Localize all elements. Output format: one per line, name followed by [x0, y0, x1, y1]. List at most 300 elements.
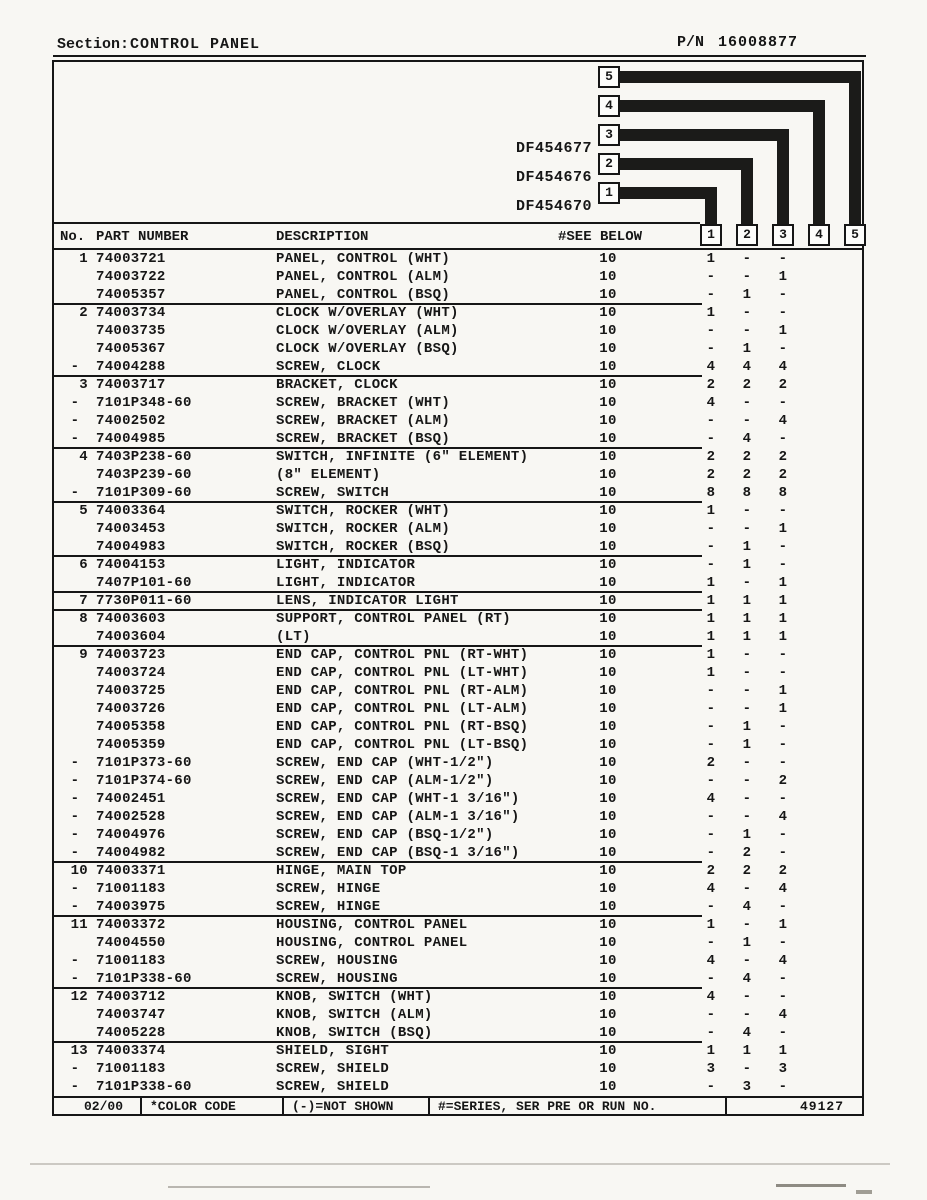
see-below-cell: 10	[599, 1025, 617, 1041]
row-number-cell	[54, 934, 88, 952]
description-cell: SCREW, END CAP (WHT-1/2")	[276, 755, 494, 771]
qty-col1-cell: 4	[706, 953, 716, 969]
qty-col3-cell: -	[778, 719, 788, 735]
table-row	[54, 934, 862, 952]
qty-col3-cell: -	[778, 1025, 788, 1041]
description-cell: CLOCK W/OVERLAY (ALM)	[276, 323, 459, 339]
table-row	[54, 952, 862, 970]
table-row	[54, 358, 862, 376]
parts-table-sheet	[52, 60, 864, 1116]
qty-col2-cell: 4	[742, 971, 752, 987]
qty-col2-cell: -	[742, 647, 752, 663]
diagram-path-2-vertical	[741, 158, 753, 224]
row-number-cell	[54, 718, 88, 736]
table-row	[54, 1024, 862, 1042]
diagram-row-box-5: 5	[598, 66, 620, 88]
diagram-row-box-2: 2	[598, 153, 620, 175]
part-number-cell: 74004985	[96, 431, 166, 447]
part-number-cell: 74004983	[96, 539, 166, 555]
part-number-cell: 74004976	[96, 827, 166, 843]
see-below-cell: 10	[599, 1061, 617, 1077]
part-number-cell: 74003374	[96, 1043, 166, 1059]
diagram-path-3-vertical	[777, 129, 789, 224]
see-below-cell: 10	[599, 737, 617, 753]
row-number-cell: -	[70, 827, 88, 843]
header-rule	[53, 55, 866, 57]
qty-col3-cell: -	[778, 845, 788, 861]
part-number-cell: 7403P238-60	[96, 449, 192, 465]
part-number-cell: 74003717	[96, 377, 166, 393]
part-number-cell: 74003453	[96, 521, 166, 537]
description-cell: HOUSING, CONTROL PANEL	[276, 935, 468, 951]
column-header-box-2: 2	[736, 224, 758, 246]
row-number-cell: 6	[79, 557, 88, 573]
footer-divider	[428, 1098, 430, 1114]
row-number-cell: -	[70, 1079, 88, 1095]
qty-col2-cell: -	[742, 1007, 752, 1023]
description-cell: END CAP, CONTROL PNL (LT-WHT)	[276, 665, 529, 681]
row-number-cell: -	[70, 809, 88, 825]
qty-col1-cell: 1	[706, 611, 716, 627]
part-number-cell: 74003364	[96, 503, 166, 519]
description-cell: (LT)	[276, 629, 311, 645]
qty-col1-cell: -	[706, 323, 716, 339]
qty-col1-cell: 4	[706, 989, 716, 1005]
parts-table-body	[54, 250, 862, 1096]
qty-col2-cell: 1	[742, 827, 752, 843]
table-row	[54, 502, 862, 520]
part-number-cell: 74003603	[96, 611, 166, 627]
qty-col3-cell: 1	[778, 521, 788, 537]
qty-col1-cell: 4	[706, 791, 716, 807]
table-row	[54, 520, 862, 538]
qty-col3-cell: -	[778, 971, 788, 987]
qty-col1-cell: -	[706, 809, 716, 825]
part-number-cell: 74003371	[96, 863, 166, 879]
table-row	[54, 754, 862, 772]
table-row	[54, 898, 862, 916]
qty-col3-cell: -	[778, 755, 788, 771]
table-row	[54, 628, 862, 646]
part-number-cell: 71001183	[96, 953, 166, 969]
qty-col1-cell: -	[706, 773, 716, 789]
qty-col3-cell: -	[778, 503, 788, 519]
part-number-cell: 74003722	[96, 269, 166, 285]
see-below-cell: 10	[599, 449, 617, 465]
qty-col1-cell: 4	[706, 881, 716, 897]
qty-col3-cell: 1	[778, 1043, 788, 1059]
qty-col1-cell: -	[706, 935, 716, 951]
row-number-cell: -	[70, 755, 88, 771]
qty-col3-cell: 1	[778, 701, 788, 717]
qty-col3-cell: 1	[778, 593, 788, 609]
description-cell: PANEL, CONTROL (BSQ)	[276, 287, 451, 303]
table-row	[54, 718, 862, 736]
description-cell: SCREW, BRACKET (WHT)	[276, 395, 451, 411]
row-number-cell: -	[70, 359, 88, 375]
qty-col3-cell: -	[778, 935, 788, 951]
description-cell: SUPPORT, CONTROL PANEL (RT)	[276, 611, 511, 627]
description-cell: SWITCH, INFINITE (6" ELEMENT)	[276, 449, 529, 465]
table-row	[54, 268, 862, 286]
qty-col3-cell: -	[778, 665, 788, 681]
row-number-cell: -	[70, 971, 88, 987]
see-below-cell: 10	[599, 503, 617, 519]
qty-col2-cell: 1	[742, 935, 752, 951]
see-below-cell: 10	[599, 413, 617, 429]
qty-col2-cell: 1	[742, 719, 752, 735]
description-cell: LENS, INDICATOR LIGHT	[276, 593, 459, 609]
qty-col3-cell: -	[778, 557, 788, 573]
qty-col2-cell: -	[742, 809, 752, 825]
qty-col2-cell: 4	[742, 899, 752, 915]
part-number-cell: 7101P348-60	[96, 395, 192, 411]
qty-col3-cell: 4	[778, 809, 788, 825]
qty-col2-cell: 2	[742, 467, 752, 483]
qty-col2-cell: 1	[742, 629, 752, 645]
qty-col2-cell: 8	[742, 485, 752, 501]
section-label: Section:	[57, 36, 130, 53]
table-row	[54, 808, 862, 826]
see-below-cell: 10	[599, 395, 617, 411]
description-cell: SCREW, END CAP (ALM-1 3/16")	[276, 809, 520, 825]
qty-col1-cell: 2	[706, 449, 716, 465]
scan-artifact	[776, 1184, 846, 1187]
diagram-path-1-vertical	[705, 187, 717, 224]
see-below-cell: 10	[599, 521, 617, 537]
table-row	[54, 700, 862, 718]
description-cell: SCREW, CLOCK	[276, 359, 381, 375]
part-number-cell: 74003723	[96, 647, 166, 663]
table-row	[54, 1006, 862, 1024]
description-cell: (8" ELEMENT)	[276, 467, 381, 483]
qty-col1-cell: 1	[706, 647, 716, 663]
qty-col3-cell: 2	[778, 863, 788, 879]
description-cell: HINGE, MAIN TOP	[276, 863, 407, 879]
table-row	[54, 592, 862, 610]
qty-col2-cell: -	[742, 1061, 752, 1077]
table-row	[54, 844, 862, 862]
qty-col1-cell: -	[706, 1007, 716, 1023]
qty-col3-cell: 3	[778, 1061, 788, 1077]
table-row	[54, 340, 862, 358]
qty-col3-cell: 4	[778, 881, 788, 897]
model-number-df454670: DF454670	[515, 198, 592, 215]
row-number-cell	[54, 268, 88, 286]
qty-col2-cell: 3	[742, 1079, 752, 1095]
qty-col3-cell: -	[778, 989, 788, 1005]
see-below-cell: 10	[599, 557, 617, 573]
column-header-no: No.	[60, 229, 86, 245]
qty-col2-cell: -	[742, 305, 752, 321]
see-below-cell: 10	[599, 287, 617, 303]
row-number-cell: -	[70, 413, 88, 429]
qty-col2-cell: 2	[742, 863, 752, 879]
qty-col3-cell: 1	[778, 323, 788, 339]
qty-col1-cell: -	[706, 521, 716, 537]
qty-col2-cell: 2	[742, 449, 752, 465]
see-below-cell: 10	[599, 485, 617, 501]
qty-col1-cell: 1	[706, 1043, 716, 1059]
qty-col2-cell: 1	[742, 611, 752, 627]
see-below-cell: 10	[599, 773, 617, 789]
qty-col2-cell: -	[742, 989, 752, 1005]
qty-col2-cell: 4	[742, 1025, 752, 1041]
part-number-cell: 7407P101-60	[96, 575, 192, 591]
table-row	[54, 772, 862, 790]
description-cell: SCREW, BRACKET (BSQ)	[276, 431, 451, 447]
qty-col2-cell: 2	[742, 845, 752, 861]
part-number-cell: 7101P373-60	[96, 755, 192, 771]
description-cell: SCREW, HINGE	[276, 899, 381, 915]
row-number-cell: 2	[79, 305, 88, 321]
row-number-cell	[54, 628, 88, 646]
part-number-cell: 74003747	[96, 1007, 166, 1023]
part-number-cell: 7101P338-60	[96, 971, 192, 987]
table-row	[54, 826, 862, 844]
row-number-cell: 8	[79, 611, 88, 627]
part-number-cell: 71001183	[96, 1061, 166, 1077]
qty-col1-cell: 2	[706, 863, 716, 879]
part-number-cell: 74004153	[96, 557, 166, 573]
table-row	[54, 574, 862, 592]
see-below-cell: 10	[599, 269, 617, 285]
qty-col2-cell: -	[742, 881, 752, 897]
description-cell: SCREW, HOUSING	[276, 953, 398, 969]
qty-col1-cell: -	[706, 1025, 716, 1041]
scan-artifact	[30, 1163, 890, 1165]
row-number-cell: 1	[79, 251, 88, 267]
part-number-cell: 7101P338-60	[96, 1079, 192, 1095]
table-row	[54, 664, 862, 682]
description-cell: END CAP, CONTROL PNL (LT-BSQ)	[276, 737, 529, 753]
qty-col3-cell: -	[778, 287, 788, 303]
row-number-cell: 4	[79, 449, 88, 465]
qty-col3-cell: -	[778, 827, 788, 843]
model-number-df454676: DF454676	[515, 169, 592, 186]
qty-col1-cell: -	[706, 683, 716, 699]
qty-col3-cell: -	[778, 341, 788, 357]
description-cell: SHIELD, SIGHT	[276, 1043, 390, 1059]
qty-col3-cell: -	[778, 539, 788, 555]
part-number-cell: 7101P309-60	[96, 485, 192, 501]
row-number-cell	[54, 466, 88, 484]
part-number-cell: 74003725	[96, 683, 166, 699]
table-row	[54, 448, 862, 466]
part-number-cell: 74002451	[96, 791, 166, 807]
qty-col3-cell: -	[778, 251, 788, 267]
description-cell: SCREW, END CAP (BSQ-1 3/16")	[276, 845, 520, 861]
footer-divider	[282, 1098, 284, 1114]
see-below-cell: 10	[599, 863, 617, 879]
part-number-cell: 74003372	[96, 917, 166, 933]
row-number-cell	[54, 340, 88, 358]
part-number-cell: 71001183	[96, 881, 166, 897]
qty-col1-cell: 1	[706, 629, 716, 645]
column-header-part-number: PART NUMBER	[96, 229, 189, 245]
qty-col1-cell: 1	[706, 917, 716, 933]
see-below-cell: 10	[599, 431, 617, 447]
table-row	[54, 250, 862, 268]
model-number-df454677: DF454677	[515, 140, 592, 157]
table-row	[54, 988, 862, 1006]
see-below-cell: 10	[599, 1007, 617, 1023]
table-row	[54, 538, 862, 556]
see-below-cell: 10	[599, 701, 617, 717]
description-cell: SCREW, SHIELD	[276, 1061, 390, 1077]
qty-col2-cell: -	[742, 683, 752, 699]
see-below-cell: 10	[599, 791, 617, 807]
qty-col3-cell: -	[778, 737, 788, 753]
see-below-cell: 10	[599, 539, 617, 555]
qty-col1-cell: -	[706, 899, 716, 915]
see-below-cell: 10	[599, 611, 617, 627]
row-number-cell: -	[70, 881, 88, 897]
row-number-cell	[54, 1024, 88, 1042]
part-number-cell: 74003604	[96, 629, 166, 645]
table-row	[54, 394, 862, 412]
qty-col2-cell: -	[742, 503, 752, 519]
row-number-cell: -	[70, 1061, 88, 1077]
row-number-cell: -	[70, 431, 88, 447]
qty-col1-cell: 1	[706, 593, 716, 609]
table-row	[54, 430, 862, 448]
qty-col1-cell: -	[706, 269, 716, 285]
description-cell: SCREW, END CAP (ALM-1/2")	[276, 773, 494, 789]
diagram-path-3-horizontal	[620, 129, 789, 141]
qty-col2-cell: -	[742, 773, 752, 789]
qty-col1-cell: -	[706, 413, 716, 429]
row-number-cell: 12	[70, 989, 88, 1005]
qty-col2-cell: -	[742, 269, 752, 285]
diagram-path-5-horizontal	[620, 71, 861, 83]
qty-col1-cell: -	[706, 431, 716, 447]
see-below-cell: 10	[599, 971, 617, 987]
qty-col3-cell: -	[778, 1079, 788, 1095]
description-cell: SWITCH, ROCKER (WHT)	[276, 503, 451, 519]
qty-col2-cell: 1	[742, 593, 752, 609]
qty-col3-cell: 1	[778, 683, 788, 699]
column-header-box-1: 1	[700, 224, 722, 246]
description-cell: HOUSING, CONTROL PANEL	[276, 917, 468, 933]
part-number-cell: 74005357	[96, 287, 166, 303]
qty-col3-cell: 4	[778, 1007, 788, 1023]
diagram-row-box-1: 1	[598, 182, 620, 204]
table-row	[54, 484, 862, 502]
footer-divider	[725, 1098, 727, 1114]
description-cell: END CAP, CONTROL PNL (RT-WHT)	[276, 647, 529, 663]
column-header-box-3: 3	[772, 224, 794, 246]
row-number-cell	[54, 538, 88, 556]
row-number-cell	[54, 574, 88, 592]
qty-col3-cell: 4	[778, 413, 788, 429]
part-number-cell: 74002502	[96, 413, 166, 429]
table-row	[54, 286, 862, 304]
description-cell: END CAP, CONTROL PNL (RT-ALM)	[276, 683, 529, 699]
qty-col1-cell: 1	[706, 665, 716, 681]
row-number-cell: 10	[70, 863, 88, 879]
qty-col3-cell: -	[778, 899, 788, 915]
see-below-cell: 10	[599, 467, 617, 483]
row-number-cell	[54, 520, 88, 538]
qty-col2-cell: 1	[742, 341, 752, 357]
diagram-path-4-vertical	[813, 100, 825, 224]
description-cell: SCREW, HOUSING	[276, 971, 398, 987]
qty-col3-cell: -	[778, 791, 788, 807]
description-cell: SCREW, END CAP (BSQ-1/2")	[276, 827, 494, 843]
qty-col3-cell: 1	[778, 629, 788, 645]
qty-col1-cell: -	[706, 827, 716, 843]
row-number-cell: 3	[79, 377, 88, 393]
table-row	[54, 376, 862, 394]
scan-artifact	[168, 1186, 430, 1188]
diagram-row-box-3: 3	[598, 124, 620, 146]
description-cell: CLOCK W/OVERLAY (WHT)	[276, 305, 459, 321]
footer-date: 02/00	[84, 1099, 124, 1114]
qty-col2-cell: -	[742, 575, 752, 591]
qty-col2-cell: 1	[742, 1043, 752, 1059]
footer-color-code: *COLOR CODE	[150, 1099, 236, 1114]
row-number-cell: -	[70, 395, 88, 411]
diagram-row-box-4: 4	[598, 95, 620, 117]
description-cell: KNOB, SWITCH (WHT)	[276, 989, 433, 1005]
qty-col3-cell: 2	[778, 773, 788, 789]
see-below-cell: 10	[599, 719, 617, 735]
footer-page-code: 49127	[799, 1099, 844, 1114]
part-number-cell: 74003975	[96, 899, 166, 915]
qty-col2-cell: 1	[742, 737, 752, 753]
column-header-box-5: 5	[844, 224, 866, 246]
table-row	[54, 466, 862, 484]
see-below-cell: 10	[599, 881, 617, 897]
section-title: CONTROL PANEL	[130, 36, 261, 53]
see-below-cell: 10	[599, 935, 617, 951]
qty-col2-cell: -	[742, 791, 752, 807]
qty-col2-cell: -	[742, 323, 752, 339]
qty-col2-cell: -	[742, 251, 752, 267]
description-cell: KNOB, SWITCH (BSQ)	[276, 1025, 433, 1041]
see-below-cell: 10	[599, 683, 617, 699]
description-cell: SCREW, HINGE	[276, 881, 381, 897]
footer-divider	[140, 1098, 142, 1114]
qty-col2-cell: -	[742, 917, 752, 933]
row-number-cell: -	[70, 845, 88, 861]
qty-col3-cell: 1	[778, 611, 788, 627]
pn-value: 16008877	[718, 34, 799, 51]
column-header-description: DESCRIPTION	[276, 229, 369, 245]
row-number-cell: 11	[70, 917, 88, 933]
row-number-cell: 9	[79, 647, 88, 663]
table-row	[54, 412, 862, 430]
qty-col2-cell: -	[742, 665, 752, 681]
part-number-cell: 74003721	[96, 251, 166, 267]
diagram-bottom-rule	[54, 222, 700, 224]
see-below-cell: 10	[599, 629, 617, 645]
part-number-cell: 74004288	[96, 359, 166, 375]
table-row	[54, 736, 862, 754]
part-number-cell: 7101P374-60	[96, 773, 192, 789]
table-row	[54, 610, 862, 628]
see-below-cell: 10	[599, 809, 617, 825]
qty-col1-cell: -	[706, 737, 716, 753]
row-number-cell	[54, 664, 88, 682]
row-number-cell	[54, 736, 88, 754]
qty-col1-cell: 1	[706, 575, 716, 591]
qty-col1-cell: 1	[706, 305, 716, 321]
see-below-cell: 10	[599, 953, 617, 969]
part-number-cell: 74003734	[96, 305, 166, 321]
row-number-cell	[54, 322, 88, 340]
